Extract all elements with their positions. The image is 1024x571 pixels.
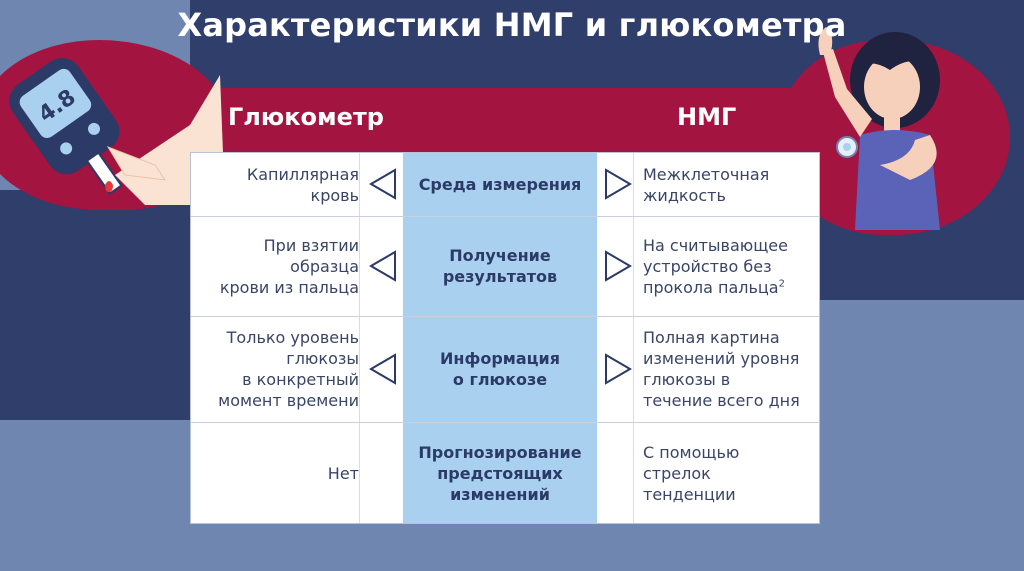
column-header-glucometer: Глюкометр bbox=[228, 103, 384, 131]
glucometer-value: Только уровень глюкозы в конкретный момент времени bbox=[218, 328, 359, 410]
cgm-value: Полная картина изменений уровня глюкозы в течение всего дня bbox=[643, 328, 800, 410]
column-header-cgm: НМГ bbox=[677, 103, 737, 131]
table-row bbox=[191, 153, 819, 216]
criterion-label: Информация о глюкозе bbox=[440, 349, 560, 389]
background-panel-dark bbox=[0, 190, 190, 430]
glucometer-value: Капиллярная кровь bbox=[246, 164, 359, 205]
triangle-left-outline-icon bbox=[368, 249, 398, 283]
table-row bbox=[191, 216, 819, 316]
triangle-right-outline-icon bbox=[603, 167, 633, 201]
cgm-value: На считывающее устройство без прокола пальца bbox=[643, 235, 788, 297]
triangle-left-outline-icon bbox=[368, 167, 398, 201]
glucometer-value: При взятии образца крови из пальца bbox=[219, 235, 359, 297]
meter-display-value: 4.8 bbox=[34, 84, 81, 128]
criterion-label: Среда измерения bbox=[418, 175, 582, 194]
criterion-label: Получение результатов bbox=[442, 246, 558, 286]
footnote-ref: 2 bbox=[778, 278, 785, 290]
triangle-left-outline-icon bbox=[368, 352, 398, 386]
criterion-label: Прогнозирование предстоящих изменений bbox=[418, 443, 582, 504]
background-panel-right bbox=[814, 300, 1024, 571]
triangle-right-outline-icon bbox=[603, 249, 633, 283]
cgm-value: С помощью стрелок тенденции bbox=[643, 443, 740, 504]
triangle-right-outline-icon bbox=[603, 352, 633, 386]
table-row bbox=[191, 422, 819, 525]
table-row bbox=[191, 316, 819, 422]
glucometer-value: Нет bbox=[327, 464, 359, 483]
comparison-table bbox=[190, 152, 820, 524]
cgm-value: Межклеточная жидкость bbox=[643, 164, 770, 205]
slide-title: Характеристики НМГ и глюкометра bbox=[177, 6, 847, 44]
woman-with-sensor-illustration bbox=[800, 25, 980, 230]
